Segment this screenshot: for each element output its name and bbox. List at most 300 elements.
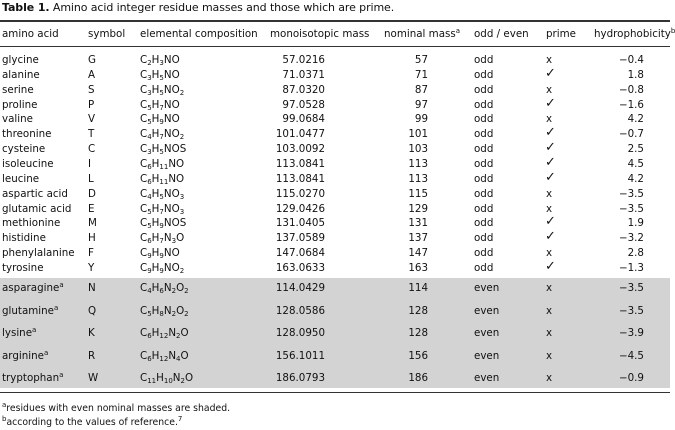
formula-subscript: 3 <box>171 237 177 246</box>
caption-text: Amino acid integer residue masses and those which are prime. <box>52 1 395 14</box>
cell-composition <box>140 232 184 244</box>
cell-amino-acid <box>2 158 54 170</box>
cell-amino-acid <box>2 203 71 215</box>
cell-composition <box>140 203 184 215</box>
formula-subscript: 5 <box>159 192 164 201</box>
cell-symbol: P <box>88 98 95 111</box>
amino-acid-name: leucine <box>2 172 40 185</box>
bottom-rule <box>0 392 670 393</box>
footnote-a-text: residues with even nominal masses are shaded. <box>6 403 231 414</box>
prime-x-icon: x <box>546 113 553 126</box>
header-symbol: symbol <box>88 28 126 40</box>
amino-acid-name: serine <box>2 83 34 96</box>
header-hydrophobicity <box>594 28 675 40</box>
cell-composition <box>140 99 180 111</box>
header-nominal-mass-sup: a <box>455 27 461 35</box>
formula-subscript: 7 <box>159 207 164 216</box>
even-rows-shading <box>0 278 670 388</box>
cell-parity: odd <box>474 187 494 200</box>
prime-x-icon: x <box>546 349 553 362</box>
cell-composition <box>140 305 189 317</box>
cell-amino-acid <box>2 143 45 155</box>
formula-element: C <box>140 128 148 141</box>
amino-acid-name: alanine <box>2 68 40 81</box>
prime-check-icon: ✓ <box>545 229 556 245</box>
cell-symbol: Y <box>88 261 95 274</box>
formula-subscript: 2 <box>147 59 152 67</box>
prime-check-icon: ✓ <box>545 125 556 141</box>
cell-parity: odd <box>474 83 494 96</box>
cell-hydrophobicity: 4.5 <box>627 157 644 170</box>
cell-hydrophobicity: −3.5 <box>618 202 644 215</box>
formula-element: C <box>140 304 148 317</box>
cell-hydrophobicity: −3.2 <box>618 232 644 245</box>
cell-nominal-mass: 129 <box>408 202 428 215</box>
cell-composition <box>140 350 189 362</box>
header-hydrophobicity-text: hydrophobicity <box>594 28 671 40</box>
cell-hydrophobicity: 4.2 <box>627 113 644 126</box>
amino-acid-name: aspartic acid <box>2 187 68 200</box>
cell-monoisotopic-mass: 163.0633 <box>275 261 325 274</box>
cell-parity: odd <box>474 217 494 230</box>
formula-element: C <box>140 202 148 215</box>
cell-hydrophobicity: −3.5 <box>618 304 644 317</box>
formula-subscript: 3 <box>179 192 185 201</box>
cell-composition <box>140 262 184 274</box>
prime-x-icon: x <box>546 282 553 294</box>
formula-subscript: 6 <box>147 162 152 171</box>
cell-hydrophobicity: 4.2 <box>627 172 644 185</box>
formula-element: NO <box>163 187 180 200</box>
formula-element: O <box>180 327 189 339</box>
formula-element: H <box>151 172 160 185</box>
prime-check-icon: ✓ <box>545 65 556 81</box>
cell-composition <box>140 217 186 229</box>
prime-check-icon: ✓ <box>545 140 556 156</box>
header-nominal-mass <box>384 28 460 40</box>
cell-hydrophobicity: −1.3 <box>618 261 644 274</box>
formula-element: H <box>151 143 160 156</box>
cell-parity: odd <box>474 113 494 126</box>
formula-element: H <box>151 68 160 81</box>
cell-parity: even <box>474 327 500 339</box>
cell-amino-acid <box>2 372 63 384</box>
amino-acid-name: proline <box>2 98 38 111</box>
cell-amino-acid <box>2 84 34 96</box>
cell-nominal-mass: 156 <box>408 349 428 362</box>
cell-nominal-mass: 87 <box>414 83 428 96</box>
formula-subscript: 4 <box>147 287 152 295</box>
formula-subscript: 6 <box>159 287 164 295</box>
formula-element: H <box>151 98 160 111</box>
cell-parity: odd <box>474 54 494 66</box>
prime-x-icon: x <box>546 54 553 66</box>
cell-nominal-mass: 57 <box>414 54 428 66</box>
cell-monoisotopic-mass: 114.0429 <box>275 282 325 294</box>
formula-subscript: 12 <box>159 354 169 363</box>
cell-monoisotopic-mass: 186.0793 <box>275 372 325 384</box>
cell-nominal-mass: 99 <box>414 113 428 126</box>
cell-monoisotopic-mass: 87.0320 <box>282 83 325 96</box>
cell-parity: odd <box>474 98 494 111</box>
cell-composition <box>140 188 184 200</box>
formula-element: H <box>151 54 160 66</box>
cell-hydrophobicity: −0.4 <box>618 54 644 66</box>
amino-acid-footnote-mark: a <box>44 348 49 357</box>
prime-x-icon: x <box>546 372 553 384</box>
cell-monoisotopic-mass: 71.0371 <box>282 68 325 81</box>
cell-amino-acid <box>2 327 36 339</box>
formula-subscript: 6 <box>147 354 152 363</box>
formula-element: H <box>151 261 160 274</box>
formula-subscript: 2 <box>176 332 181 340</box>
cell-composition <box>140 372 193 384</box>
formula-subscript: 5 <box>159 88 164 97</box>
cell-nominal-mass: 103 <box>408 143 428 156</box>
cell-amino-acid <box>2 113 33 125</box>
cell-parity: even <box>474 304 500 317</box>
formula-element: N <box>163 304 172 317</box>
formula-element: O <box>184 372 194 384</box>
formula-element: C <box>140 187 148 200</box>
cell-nominal-mass: 101 <box>408 128 428 141</box>
formula-subscript: 3 <box>179 207 185 216</box>
cell-nominal-mass: 115 <box>408 187 428 200</box>
cell-hydrophobicity: −3.5 <box>618 187 644 200</box>
formula-element: C <box>140 172 148 185</box>
formula-element: C <box>140 372 148 384</box>
cell-amino-acid <box>2 99 37 111</box>
formula-element: C <box>140 68 148 81</box>
formula-subscript: 2 <box>184 287 189 295</box>
cell-nominal-mass: 137 <box>408 232 428 245</box>
formula-subscript: 6 <box>147 177 152 186</box>
cell-parity: odd <box>474 157 494 170</box>
formula-element: H <box>151 202 160 215</box>
prime-x-icon: x <box>546 187 553 200</box>
formula-element: NO <box>163 83 180 96</box>
cell-nominal-mass: 97 <box>414 98 428 111</box>
cell-symbol: L <box>88 172 94 185</box>
formula-element: C <box>140 98 148 111</box>
formula-subscript: 9 <box>147 266 152 275</box>
amino-acid-name: cysteine <box>2 143 46 156</box>
table-caption <box>2 1 394 14</box>
formula-subscript: 2 <box>171 287 177 295</box>
cell-hydrophobicity: −3.5 <box>618 282 644 294</box>
cell-symbol: G <box>88 54 96 66</box>
cell-composition <box>140 113 180 125</box>
prime-check-icon: ✓ <box>545 169 556 185</box>
cell-monoisotopic-mass: 103.0092 <box>275 143 325 156</box>
formula-subscript: 4 <box>147 133 152 142</box>
formula-element: H <box>151 187 160 200</box>
formula-subscript: 9 <box>147 252 152 261</box>
cell-parity: odd <box>474 143 494 156</box>
formula-element: H <box>151 247 160 260</box>
cell-amino-acid <box>2 188 68 200</box>
cell-amino-acid <box>2 262 44 274</box>
cell-composition <box>140 327 189 339</box>
cell-parity: odd <box>474 68 494 81</box>
formula-element: H <box>151 282 160 294</box>
prime-check-icon: ✓ <box>545 258 556 274</box>
formula-element: C <box>140 261 148 274</box>
amino-acid-name: glycine <box>2 54 39 66</box>
cell-nominal-mass: 114 <box>408 282 428 294</box>
formula-element: H <box>151 217 160 230</box>
formula-element: H <box>151 304 160 317</box>
formula-subscript: 5 <box>147 103 152 112</box>
cell-nominal-mass: 186 <box>408 372 428 384</box>
formula-element: NO <box>168 172 185 185</box>
cell-composition <box>140 84 184 96</box>
header-parity: odd / even <box>474 28 529 40</box>
cell-monoisotopic-mass: 99.0684 <box>282 113 325 126</box>
amino-acid-name: histidine <box>2 232 46 245</box>
formula-subscript: 4 <box>176 354 181 363</box>
cell-composition <box>140 282 189 294</box>
formula-subscript: 9 <box>159 222 164 231</box>
formula-subscript: 2 <box>179 266 185 275</box>
cell-hydrophobicity: −0.9 <box>618 372 644 384</box>
cell-composition <box>140 158 184 170</box>
footnote-a <box>2 403 230 414</box>
formula-element: N <box>163 282 172 294</box>
cell-nominal-mass: 128 <box>408 304 428 317</box>
cell-symbol: R <box>88 349 96 362</box>
cell-amino-acid <box>2 305 58 317</box>
prime-check-icon: ✓ <box>545 214 556 230</box>
formula-subscript: 7 <box>159 133 164 142</box>
formula-element: O <box>176 282 185 294</box>
footnote-b-mark: b <box>2 415 7 423</box>
formula-element: NO <box>163 68 180 81</box>
cell-parity: odd <box>474 247 494 260</box>
cell-nominal-mass: 131 <box>408 217 428 230</box>
cell-monoisotopic-mass: 57.0216 <box>282 54 325 66</box>
cell-monoisotopic-mass: 129.0426 <box>275 202 325 215</box>
cell-monoisotopic-mass: 128.0586 <box>275 304 325 317</box>
cell-parity: even <box>474 282 500 294</box>
cell-hydrophobicity: −0.7 <box>618 128 644 141</box>
cell-hydrophobicity: 1.9 <box>627 217 644 230</box>
amino-acid-name: glutamic acid <box>2 202 72 215</box>
formula-element: H <box>151 157 160 170</box>
cell-symbol: S <box>88 83 95 96</box>
formula-element: C <box>140 349 148 362</box>
formula-element: H <box>151 232 160 245</box>
cell-monoisotopic-mass: 101.0477 <box>275 128 325 141</box>
amino-acid-name: arginine <box>2 349 45 362</box>
cell-symbol: H <box>88 232 96 245</box>
formula-subscript: 5 <box>147 118 152 127</box>
formula-element: NOS <box>163 143 187 156</box>
cell-symbol: E <box>88 202 95 215</box>
formula-element: NO <box>163 98 180 111</box>
header-monoisotopic-mass: monoisotopic mass <box>270 28 370 40</box>
formula-element: NO <box>163 113 180 126</box>
formula-element: NO <box>163 202 180 215</box>
cell-symbol: F <box>88 247 94 260</box>
prime-x-icon: x <box>546 247 553 260</box>
cell-symbol: D <box>88 187 96 200</box>
prime-x-icon: x <box>546 202 553 215</box>
cell-parity: odd <box>474 128 494 141</box>
cell-hydrophobicity: −3.9 <box>618 327 644 339</box>
cell-symbol: N <box>88 282 96 294</box>
cell-monoisotopic-mass: 113.0841 <box>275 172 325 185</box>
cell-symbol: K <box>88 327 95 339</box>
formula-element: N <box>163 232 172 245</box>
formula-element: C <box>140 217 148 230</box>
formula-subscript: 2 <box>179 133 185 142</box>
formula-subscript: 5 <box>147 309 152 318</box>
cell-nominal-mass: 128 <box>408 327 428 339</box>
footnote-b-ref: 7 <box>177 415 183 423</box>
formula-subscript: 6 <box>147 237 152 246</box>
cell-symbol: V <box>88 113 96 126</box>
cell-amino-acid <box>2 232 46 244</box>
formula-element: O <box>176 304 185 317</box>
formula-subscript: 3 <box>147 148 152 157</box>
formula-subscript: 3 <box>147 73 152 82</box>
cell-parity: even <box>474 372 500 384</box>
amino-acid-name: threonine <box>2 128 52 141</box>
cell-symbol: C <box>88 143 96 156</box>
cell-nominal-mass: 113 <box>408 172 428 185</box>
cell-symbol: Q <box>88 304 97 317</box>
formula-subscript: 9 <box>159 252 164 261</box>
cell-composition <box>140 128 184 140</box>
formula-element: NO <box>163 247 180 260</box>
formula-subscript: 3 <box>159 59 164 67</box>
prime-check-icon: ✓ <box>545 95 556 111</box>
cell-amino-acid <box>2 217 60 229</box>
cell-composition <box>140 143 186 155</box>
amino-acid-name: isoleucine <box>2 157 54 170</box>
cell-amino-acid <box>2 69 40 81</box>
formula-subscript: 9 <box>159 266 164 275</box>
formula-subscript: 6 <box>147 332 152 340</box>
header-rule <box>0 46 670 47</box>
formula-element: H <box>151 113 160 126</box>
cell-amino-acid <box>2 350 48 362</box>
cell-symbol: M <box>88 217 97 230</box>
formula-element: C <box>140 327 148 339</box>
formula-element: C <box>140 282 148 294</box>
footnote-a-mark: a <box>2 401 7 409</box>
caption-label: Table 1. <box>2 1 50 14</box>
cell-monoisotopic-mass: 156.1011 <box>275 349 325 362</box>
formula-element: H <box>156 372 164 384</box>
amino-acid-name: tryptophan <box>2 372 60 384</box>
amino-acid-name: asparagine <box>2 282 60 294</box>
cell-hydrophobicity: 2.5 <box>627 143 644 156</box>
formula-subscript: 2 <box>180 377 185 385</box>
formula-element: NO <box>163 54 180 66</box>
formula-subscript: 3 <box>147 88 152 97</box>
cell-composition <box>140 54 180 66</box>
prime-x-icon: x <box>546 83 553 96</box>
formula-element: C <box>140 143 148 156</box>
formula-subscript: 2 <box>171 309 177 318</box>
cell-nominal-mass: 71 <box>414 68 428 81</box>
formula-subscript: 11 <box>159 177 169 186</box>
header-composition: elemental composition <box>140 28 258 40</box>
cell-parity: odd <box>474 172 494 185</box>
cell-hydrophobicity: −0.8 <box>618 83 644 96</box>
cell-amino-acid <box>2 54 39 66</box>
formula-element: C <box>140 247 148 260</box>
prime-x-icon: x <box>546 327 553 339</box>
formula-subscript: 12 <box>159 332 169 340</box>
formula-element: O <box>180 349 189 362</box>
cell-parity: even <box>474 349 500 362</box>
cell-hydrophobicity: −4.5 <box>618 349 644 362</box>
footnote-b-text: according to the values of reference. <box>6 417 178 428</box>
formula-element: H <box>151 349 160 362</box>
cell-monoisotopic-mass: 115.0270 <box>275 187 325 200</box>
formula-element: C <box>140 232 148 245</box>
amino-acid-footnote-mark: a <box>59 371 64 379</box>
amino-acid-name: phenylalanine <box>2 247 75 260</box>
amino-acid-footnote-mark: a <box>54 303 59 312</box>
formula-subscript: 5 <box>159 148 164 157</box>
cell-symbol: W <box>88 372 99 384</box>
cell-monoisotopic-mass: 113.0841 <box>275 157 325 170</box>
formula-subscript: 11 <box>159 162 169 171</box>
cell-hydrophobicity: −1.6 <box>618 98 644 111</box>
cell-monoisotopic-mass: 97.0528 <box>282 98 325 111</box>
formula-element: N <box>172 372 181 384</box>
formula-element: NOS <box>163 217 187 230</box>
formula-element: H <box>151 327 160 339</box>
formula-subscript: 2 <box>179 88 185 97</box>
cell-composition <box>140 247 180 259</box>
cell-monoisotopic-mass: 128.0950 <box>275 327 325 339</box>
amino-acid-footnote-mark: a <box>59 281 64 289</box>
header-nominal-mass-text: nominal mass <box>384 28 456 40</box>
top-rule <box>0 20 670 22</box>
cell-parity: odd <box>474 232 494 245</box>
formula-element: NO <box>168 157 185 170</box>
formula-subscript: 5 <box>159 73 164 82</box>
cell-parity: odd <box>474 202 494 215</box>
prime-check-icon: ✓ <box>545 154 556 170</box>
formula-element: O <box>176 232 185 245</box>
formula-element: N <box>168 349 177 362</box>
cell-nominal-mass: 147 <box>408 247 428 260</box>
amino-acid-name: tyrosine <box>2 261 44 274</box>
header-amino-acid: amino acid <box>2 28 59 40</box>
formula-subscript: 7 <box>159 237 164 246</box>
header-prime: prime <box>546 28 576 40</box>
formula-subscript: 5 <box>147 207 152 216</box>
cell-symbol: T <box>88 128 95 141</box>
amino-acid-name: lysine <box>2 327 33 339</box>
formula-element: C <box>140 54 148 66</box>
formula-element: C <box>140 157 148 170</box>
formula-element: NO <box>163 128 180 141</box>
cell-nominal-mass: 113 <box>408 157 428 170</box>
formula-subscript: 8 <box>159 309 164 318</box>
formula-element: C <box>140 83 148 96</box>
formula-element: H <box>151 83 160 96</box>
formula-element: N <box>168 327 177 339</box>
cell-monoisotopic-mass: 147.0684 <box>275 247 325 260</box>
formula-subscript: 9 <box>159 118 164 127</box>
